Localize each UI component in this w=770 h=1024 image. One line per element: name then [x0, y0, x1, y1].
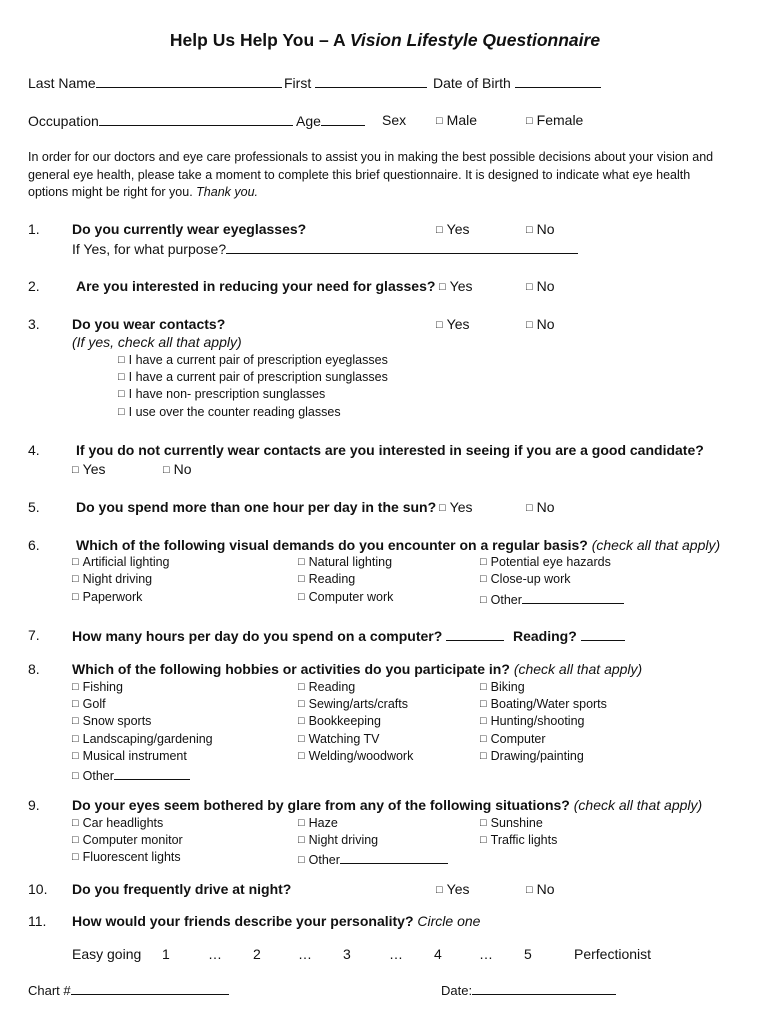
q6-question: Which of the following visual demands do you encounter on a regular basis? (check all that apply)	[76, 537, 721, 553]
q1-question: Do you currently wear eyeglasses?	[72, 221, 307, 237]
q9-question: Do your eyes seem bothered by glare from any of the following situations? (check all that apply)	[72, 797, 703, 813]
q3-question: Do you wear contacts?	[72, 316, 226, 332]
q9-option-checkbox[interactable]: □ Car headlights	[72, 816, 163, 830]
q11-scale-low-label: Easy going	[72, 946, 142, 962]
q6-other-field[interactable]: □ Other	[480, 590, 624, 607]
q3-option-checkbox[interactable]: □ I have non- prescription sunglasses	[118, 387, 325, 401]
q11-question: How would your friends describe your personality? Circle one	[72, 913, 481, 929]
q4-yes-checkbox[interactable]: □ Yes	[72, 461, 106, 477]
q8-option-checkbox[interactable]: □ Drawing/painting	[480, 749, 584, 763]
q9-other-field[interactable]: □ Other	[298, 850, 448, 867]
q6-option-checkbox[interactable]: □ Natural lighting	[298, 555, 392, 569]
q11-scale-option[interactable]: 1	[162, 946, 170, 962]
q1-no-checkbox[interactable]: □ No	[526, 221, 555, 237]
q8-option-checkbox[interactable]: □ Reading	[298, 680, 355, 694]
q6-option-checkbox[interactable]: □ Potential eye hazards	[480, 555, 611, 569]
q10-yes-checkbox[interactable]: □ Yes	[436, 881, 470, 897]
q9-option-checkbox[interactable]: □ Night driving	[298, 833, 378, 847]
q3-option-checkbox[interactable]: □ I use over the counter reading glasses	[118, 405, 341, 419]
intro-paragraph: In order for our doctors and eye care professionals to assist you in making the best possible decisions about your vision and general eye health, please take a moment to complete this brief questionnaire. It is designed to indicate what eye health options might be right for you. Thank you.	[28, 150, 714, 199]
q11-scale-separator: …	[389, 946, 403, 962]
q2-yes-checkbox[interactable]: □ Yes	[439, 278, 473, 294]
q8-option-checkbox[interactable]: □ Hunting/shooting	[480, 714, 584, 728]
q3-option-checkbox[interactable]: □ I have a current pair of prescription sunglasses	[118, 370, 388, 384]
q6-option-checkbox[interactable]: □ Reading	[298, 572, 355, 586]
q3-option-checkbox[interactable]: □ I have a current pair of prescription eyeglasses	[118, 353, 388, 367]
q8-number: 8.	[28, 661, 40, 677]
q4-question: If you do not currently wear contacts are you interested in seeing if you are a good candidate?	[76, 442, 704, 458]
last-name-field[interactable]: Last Name	[28, 74, 282, 91]
q11-number: 11.	[28, 913, 47, 929]
q11-scale-high-label: Perfectionist	[574, 946, 652, 962]
q11-scale-separator: …	[208, 946, 222, 962]
q1-number: 1.	[28, 221, 40, 237]
q2-number: 2.	[28, 278, 40, 294]
date-of-birth-field[interactable]: Date of Birth	[433, 74, 601, 91]
q8-option-checkbox[interactable]: □ Bookkeeping	[298, 714, 381, 728]
age-field[interactable]: Age	[296, 112, 365, 129]
q11-scale-option[interactable]: 4	[434, 946, 442, 962]
q10-number: 10.	[28, 881, 48, 897]
q10-question: Do you frequently drive at night?	[72, 881, 292, 897]
occupation-field[interactable]: Occupation	[28, 112, 293, 129]
q6-option-checkbox[interactable]: □ Paperwork	[72, 590, 142, 604]
q6-number: 6.	[28, 537, 40, 553]
q6-option-checkbox[interactable]: □ Night driving	[72, 572, 152, 586]
q3-number: 3.	[28, 316, 40, 332]
q8-option-checkbox[interactable]: □ Computer	[480, 732, 546, 746]
q8-option-checkbox[interactable]: □ Sewing/arts/crafts	[298, 697, 408, 711]
q9-option-checkbox[interactable]: □ Fluorescent lights	[72, 850, 181, 864]
q8-option-checkbox[interactable]: □ Fishing	[72, 680, 123, 694]
q5-question: Do you spend more than one hour per day in the sun?	[76, 499, 437, 515]
q8-option-checkbox[interactable]: □ Boating/Water sports	[480, 697, 607, 711]
q11-scale-option[interactable]: 2	[253, 946, 261, 962]
sex-male-checkbox[interactable]: □ Male	[436, 112, 477, 128]
q4-no-checkbox[interactable]: □ No	[163, 461, 192, 477]
q8-option-checkbox[interactable]: □ Welding/woodwork	[298, 749, 413, 763]
q8-other-field[interactable]: □ Other	[72, 766, 190, 783]
q10-no-checkbox[interactable]: □ No	[526, 881, 555, 897]
q8-option-checkbox[interactable]: □ Landscaping/gardening	[72, 732, 213, 746]
q8-option-checkbox[interactable]: □ Biking	[480, 680, 525, 694]
q3-instruction: (If yes, check all that apply)	[72, 334, 242, 350]
q9-option-checkbox[interactable]: □ Computer monitor	[72, 833, 183, 847]
sex-female-checkbox[interactable]: □ Female	[526, 112, 583, 128]
q3-no-checkbox[interactable]: □ No	[526, 316, 555, 332]
chart-number-field[interactable]: Chart #	[28, 981, 229, 998]
q5-no-checkbox[interactable]: □ No	[526, 499, 555, 515]
date-field[interactable]: Date:	[441, 981, 616, 998]
q8-option-checkbox[interactable]: □ Snow sports	[72, 714, 151, 728]
q11-scale-option[interactable]: 5	[524, 946, 532, 962]
q6-option-checkbox[interactable]: □ Computer work	[298, 590, 393, 604]
q3-yes-checkbox[interactable]: □ Yes	[436, 316, 470, 332]
q11-scale-separator: …	[298, 946, 312, 962]
q8-question: Which of the following hobbies or activities do you participate in? (check all that apply)	[72, 661, 643, 677]
q5-yes-checkbox[interactable]: □ Yes	[439, 499, 473, 515]
q11-scale-separator: …	[479, 946, 493, 962]
form-title: Help Us Help You – A Vision Lifestyle Questionnaire	[169, 30, 601, 50]
q8-option-checkbox[interactable]: □ Golf	[72, 697, 106, 711]
q9-number: 9.	[28, 797, 40, 813]
q2-question: Are you interested in reducing your need for glasses?	[76, 278, 436, 294]
q7-number: 7.	[28, 627, 40, 643]
q6-option-checkbox[interactable]: □ Close-up work	[480, 572, 571, 586]
q2-no-checkbox[interactable]: □ No	[526, 278, 555, 294]
q5-number: 5.	[28, 499, 40, 515]
q8-option-checkbox[interactable]: □ Watching TV	[298, 732, 380, 746]
q4-number: 4.	[28, 442, 40, 458]
q6-option-checkbox[interactable]: □ Artificial lighting	[72, 555, 170, 569]
q9-option-checkbox[interactable]: □ Sunshine	[480, 816, 543, 830]
q1-yes-checkbox[interactable]: □ Yes	[436, 221, 470, 237]
q9-option-checkbox[interactable]: □ Haze	[298, 816, 338, 830]
q8-option-checkbox[interactable]: □ Musical instrument	[72, 749, 187, 763]
q7-reading-field[interactable]: Reading?	[513, 627, 625, 644]
q11-scale-option[interactable]: 3	[343, 946, 351, 962]
sex-label: Sex	[382, 112, 407, 128]
first-name-field[interactable]: First	[284, 74, 427, 91]
q9-option-checkbox[interactable]: □ Traffic lights	[480, 833, 557, 847]
q1-purpose-field[interactable]: If Yes, for what purpose?	[72, 240, 578, 257]
q7-question[interactable]: How many hours per day do you spend on a computer?	[72, 627, 504, 644]
